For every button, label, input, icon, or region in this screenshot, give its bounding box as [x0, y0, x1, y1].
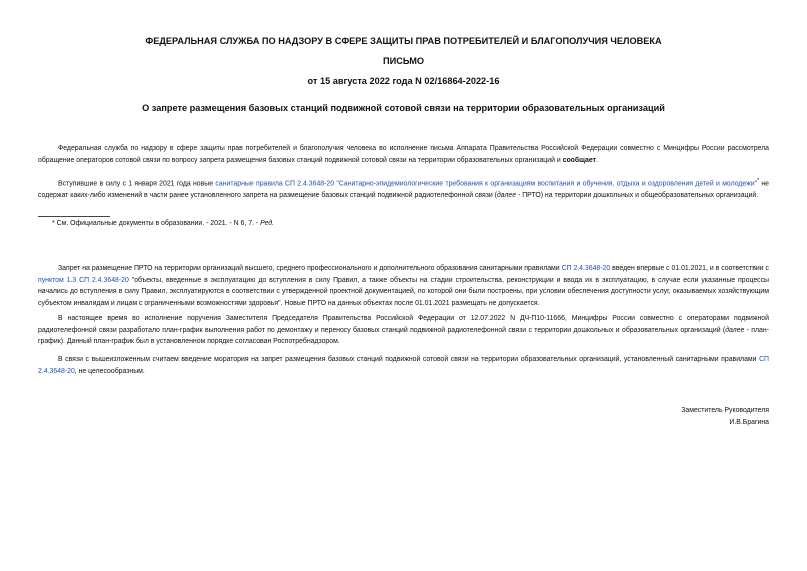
- document-type: ПИСЬМО: [382, 56, 425, 66]
- document-date-number: от 15 августа 2022 года N 02/16864-2022-16: [307, 76, 500, 86]
- clause-1-3-link[interactable]: пунктом 1.3 СП 2.4.3648-20: [38, 276, 129, 284]
- sanitary-rules-link[interactable]: санитарные правила СП 2.4.3648-20 "Санитарно-эпидемиологические требования к организациям воспитания и обучения, отдыха и оздоровления детей и молодежи": [215, 180, 758, 188]
- agency-title: ФЕДЕРАЛЬНАЯ СЛУЖБА ПО НАДЗОРУ В СФЕРЕ ЗАЩИТЫ ПРАВ ПОТРЕБИТЕЛЕЙ И БЛАГОПОЛУЧИЯ ЧЕЛОВЕКА: [145, 36, 662, 46]
- paragraph-4: В настоящее время во исполнение поручения Заместителя Председателя Правительства Российской Федерации от 12.07.2022 N ДЧ-П10-11666, Минцифры России совместно с операторами подвижной радиотелефонной связи разработало план-график выполнения работ по демонтажу и переносу базовых станций подвижной радиотелефонной связи с территории дошкольных и образовательных организаций (далее - план-график). Данный план-график был в установленном порядке согласован Роспотребнадзором.: [38, 315, 769, 346]
- sp-link-2[interactable]: СП 2.4.3648-20: [38, 356, 769, 375]
- paragraph-3: Запрет на размещение ПРТО на территории организаций высшего, среднего профессионального и дополнительного образования санитарными правилами СП 2.4.3648-20 введен впервые с 01.01.2021, и в соответствии с пунктом 1.3 СП 2.4.3648-20 "объекты, введенные в эксплуатацию до вступления в силу Правил, а также объекты на стадии строительства, реконструкции и ввода их в эксплуатацию, в случае если указанные процессы начались до вступления в силу Правил, эксплуатируются в соответствии с утвержденной проектной документацией, по которой они были построены, при условии обеспечения доступности услуг, оказываемых хозяйствующим субъектом инвалидам и лицам с ограниченными возможностями здоровья". Новые ПРТО на данных объектах после 01.01.2021 размещать не допускается.: [38, 265, 770, 308]
- document-subject: О запрете размещения базовых станций подвижной сотовой связи на территории образовательных организаций: [142, 103, 665, 113]
- paragraph-5: В связи с вышеизложенным считаем введение моратория на запрет размещения базовых станций подвижной сотовой связи на территории образовательных организаций, установленный санитарными правилами СП 2.4.3648-20, не целесообразным.: [38, 356, 769, 375]
- signature-position: Заместитель Руководителя: [681, 407, 769, 414]
- bold-word: сообщает: [562, 156, 596, 164]
- sp-link[interactable]: СП 2.4.3648-20: [561, 265, 611, 272]
- paragraph-2: Вступившие в силу с 1 января 2021 года новые санитарные правила СП 2.4.3648-20 "Санитарно-эпидемиологические требования к организациям воспитания и обучения, отдыха и оздоровления детей и молодежи"* не содержат каких-либо изменений в части ранее установленного запрета на размещение базовых станций подвижной радиотелефонной связи (далее - ПРТО) на территории дошкольных и общеобразовательных организаций.: [38, 178, 769, 199]
- footnote: * См. Официальные документы в образовании. - 2021. - N 6, 7. - Ред.: [52, 220, 275, 227]
- signature-name: И.В.Брагина: [729, 419, 769, 426]
- footnote-marker: *: [757, 178, 760, 184]
- paragraph-1: Федеральная служба по надзору в сфере защиты прав потребителей и благополучия человека во исполнение письма Аппарата Правительства Российской Федерации совместно с Минцифры России рассмотрела обращение операторов сотовой связи по вопросу запрета размещения базовых станций подвижной сотовой связи на территории образовательных организаций и сообщает.: [38, 145, 769, 164]
- footnote-separator: [38, 216, 110, 217]
